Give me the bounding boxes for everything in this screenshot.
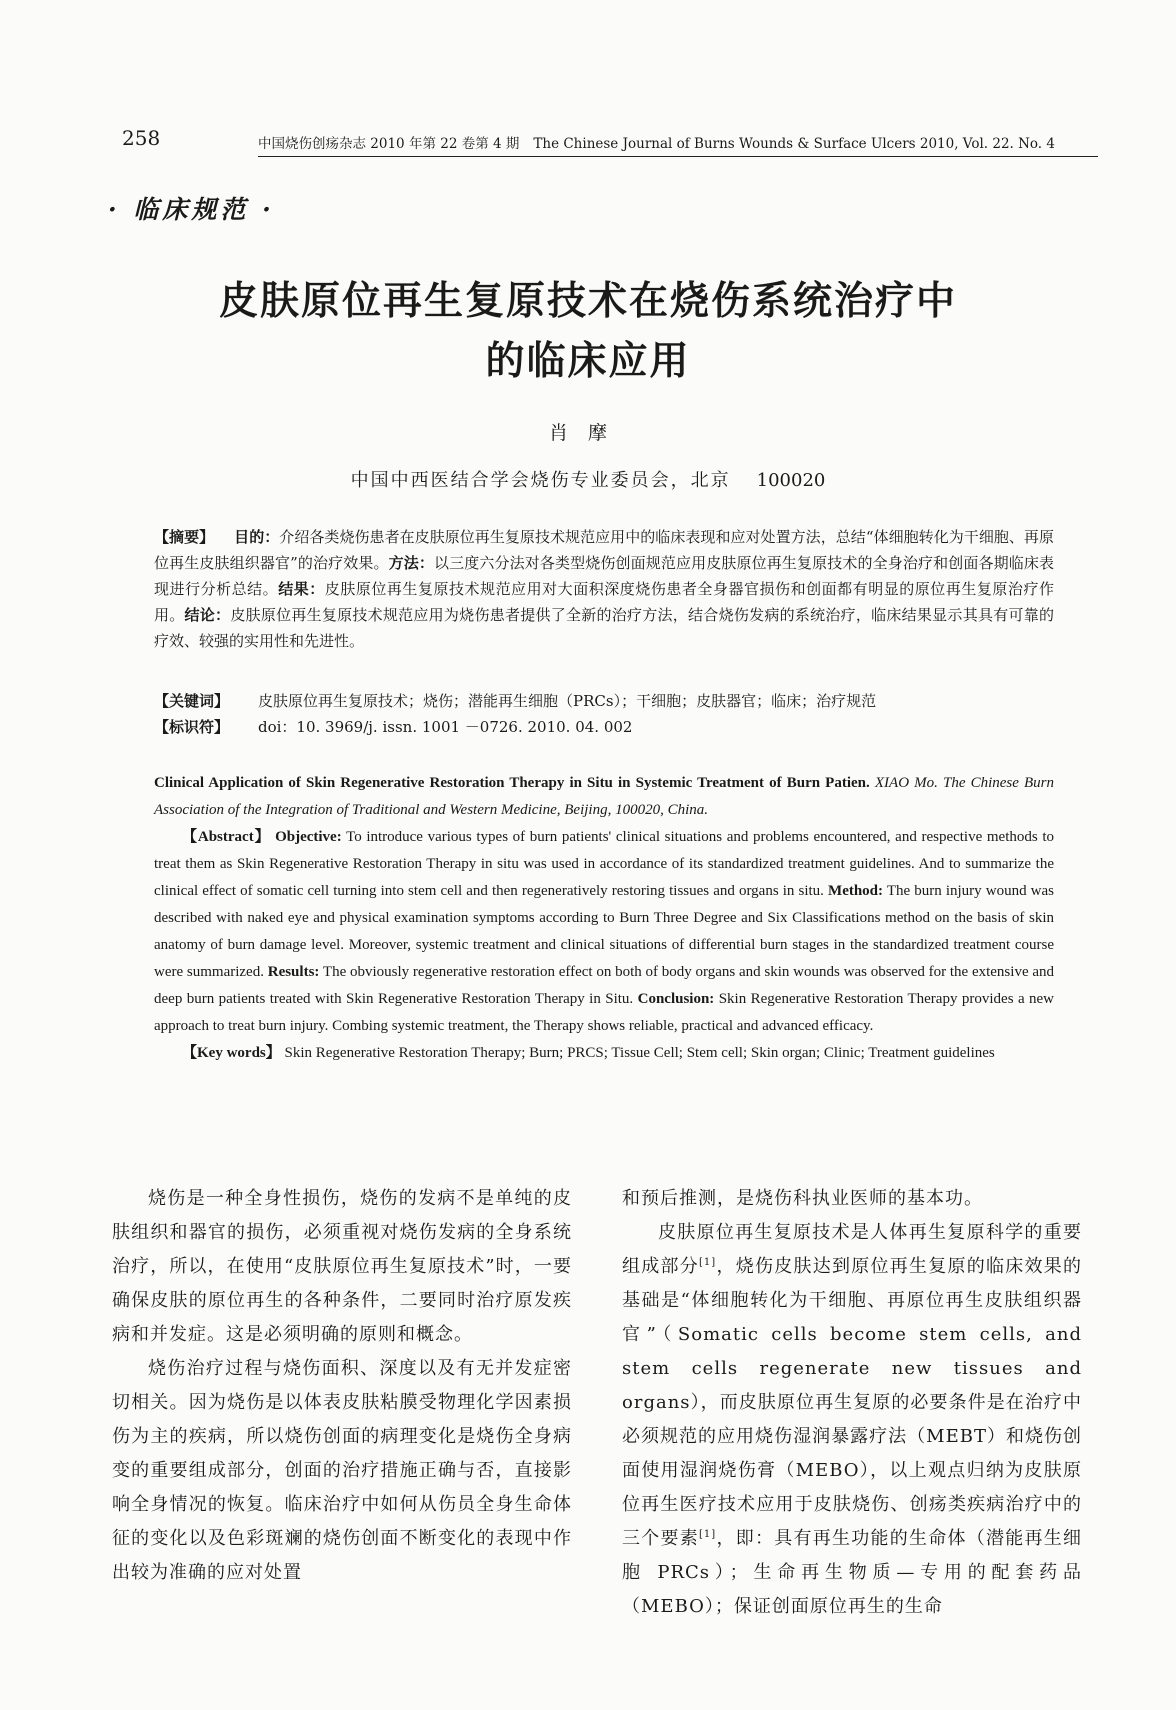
identifier-tag: 【标识符】 [154, 718, 230, 736]
affiliation-text: 中国中西医结合学会烧伤专业委员会，北京 [350, 470, 731, 491]
objective-text-en: To introduce various types of burn patients' clinical situations and problems encountered, and respective methods to treat them as Skin Regenerative Restoration Therapy in situ was used in accordance of its standardized treatment guidelines. And to summarize the clinical effect of somatic cell turning into stem cell and then regeneratively restoring tissues and organs in situ. [154, 829, 1054, 899]
results-text-en: The obviously regenerative restoration effect on both of body organs and skin wounds was observed for the extensive and deep burn patients treated with Skin Regenerative Restoration Therapy in Situ. [154, 964, 1055, 1007]
method-text: 以三度六分法对各类型烧伤创面规范应用皮肤原位再生复原技术的全身治疗和创面各期临床表现进行分析总结。 [154, 554, 1054, 598]
author-name-cn: 肖摩 [548, 422, 627, 444]
keywords-text: 皮肤原位再生复原技术；烧伤；潜能再生细胞（PRCs）；干细胞；皮肤器官；临床；治疗规范 [258, 692, 877, 710]
objective-label: 目的： [234, 528, 280, 546]
reference-marker: [1] [699, 1529, 717, 1540]
page-number: 258 [122, 126, 161, 150]
keywords-cn [154, 688, 876, 714]
results-text: 皮肤原位再生复原技术规范应用对大面积深度烧伤患者全身器官损伤和创面都有明显的原位再生复原治疗作用。 [154, 580, 1054, 624]
keywords-tag-en: 【Key words】 [182, 1045, 281, 1061]
identifier-cn [154, 714, 632, 740]
body-column-left [112, 1182, 572, 1590]
doi-text: doi：10. 3969/j. issn. 1001 －0726. 2010. 04. 002 [258, 718, 633, 736]
body-paragraph: 烧伤是一种全身性损伤，烧伤的发病不是单纯的皮肤组织和器官的损伤，必须重视对烧伤发病的全身系统治疗，所以，在使用“皮肤原位再生复原技术”时，一要确保皮肤的原位再生的各种条件，二要同时治疗原发疾病和并发症。这是必须明确的原则和概念。 [112, 1188, 572, 1345]
journal-name-en: The Chinese Journal of Burns Wounds & Surface Ulcers 2010, Vol. 22. No. 4 [533, 136, 1055, 152]
author-affil-en: XIAO Mo. The Chinese Burn Association of the Integration of Traditional and Western Medicine, Beijing, 100020, China. [154, 775, 1055, 818]
conclusion-label-en: Conclusion: [637, 991, 715, 1007]
reference-marker: [1] [699, 1257, 717, 1268]
article-title-cn [100, 272, 1076, 392]
abstract-tag: 【摘要】 [154, 528, 215, 546]
keywords-text-en: Skin Regenerative Restoration Therapy; Burn; PRCS; Tissue Cell; Stem cell; Skin organ; Clinic; Treatment guidelines [284, 1045, 995, 1061]
abstract-cn [154, 524, 1054, 654]
body-paragraph: 烧伤治疗过程与烧伤面积、深度以及有无并发症密切相关。因为烧伤是以体表皮肤粘膜受物理化学因素损伤为主的疾病，所以烧伤创面的病理变化是烧伤全身病变的重要组成部分，创面的治疗措施正确与否，直接影响全身情况的恢复。临床治疗中如何从伤员全身生命体征的变化以及色彩斑斓的烧伤创面不断变化的表现中作出较为准确的应对处置 [112, 1358, 572, 1583]
abstract-tag-en: 【Abstract】 [182, 829, 271, 845]
title-line-1: 皮肤原位再生复原技术在烧伤系统治疗中 [218, 279, 957, 324]
objective-label-en: Objective: [275, 829, 342, 845]
body-text: ，烧伤皮肤达到原位再生复原的临床效果的基础是“体细胞转化为干细胞、再原位再生皮肤组织器官”（Somatic cells become stem cells, and stem cells regenerate new tissues and organs），而皮肤原位再生复原的必要条件是在治疗中必须规范的应用烧伤湿润暴露疗法（MEBT）和烧伤创面使用湿润烧伤膏（MEBO），以上观点归纳为皮肤原位再生医疗技术应用于皮肤烧伤、创疡类疾病治疗中的三个要素 [622, 1256, 1083, 1549]
body-paragraph [622, 1216, 1082, 1624]
body-text: ，即：具有再生功能的生命体（潜能再生细胞 PRCs）；生命再生物质—专用的配套药品（MEBO）；保证创面原位再生的生命 [622, 1528, 1083, 1617]
section-label: · 临床规范 · [108, 195, 275, 224]
conclusion-text-en: Skin Regenerative Restoration Therapy provides a new approach to treat burn injury. Combing systemic treatment, the Therapy shows reliable, practical and advanced efficacy. [154, 991, 1055, 1034]
title-en: Clinical Application of Skin Regenerative Restoration Therapy in Situ in Systemic Treatment of Burn Patien. [154, 775, 870, 791]
postcode: 100020 [756, 470, 826, 491]
results-label-en: Results: [267, 964, 320, 980]
body-paragraph: 和预后推测，是烧伤科执业医师的基本功。 [622, 1188, 983, 1209]
journal-name-cn: 中国烧伤创疡杂志 2010 年第 22 卷第 4 期 [258, 136, 520, 152]
conclusion-text: 皮肤原位再生复原技术规范应用为烧伤患者提供了全新的治疗方法，结合烧伤发病的系统治疗，临床结果显示其具有可靠的疗效、较强的实用性和先进性。 [154, 606, 1054, 650]
title-line-2: 的临床应用 [485, 339, 691, 384]
results-label: 结果： [278, 580, 325, 598]
objective-text: 介绍各类烧伤患者在皮肤原位再生复原技术规范应用中的临床表现和应对处置方法，总结“体细胞转化为干细胞、再原位再生皮肤组织器官”的治疗效果。 [154, 528, 1054, 572]
body-text: 皮肤原位再生复原技术是人体再生复原科学的重要组成部分 [622, 1222, 1082, 1277]
affiliation-cn [0, 466, 1176, 492]
method-label-en: Method: [828, 883, 884, 899]
method-label: 方法： [388, 554, 435, 572]
method-text-en: The burn injury wound was described with naked eye and physical examination symptoms according to Burn Three Degree and Six Classifications method on the basis of skin anatomy of burn damage level. Moreover, systemic treatment and clinical situations of differential burn stages in the standardized treatment course were summarized. [154, 883, 1055, 980]
running-header [258, 132, 1098, 157]
body-column-right [622, 1182, 1082, 1624]
english-abstract [154, 770, 1054, 1067]
conclusion-label: 结论： [184, 606, 231, 624]
keywords-tag: 【关键词】 [154, 692, 230, 710]
